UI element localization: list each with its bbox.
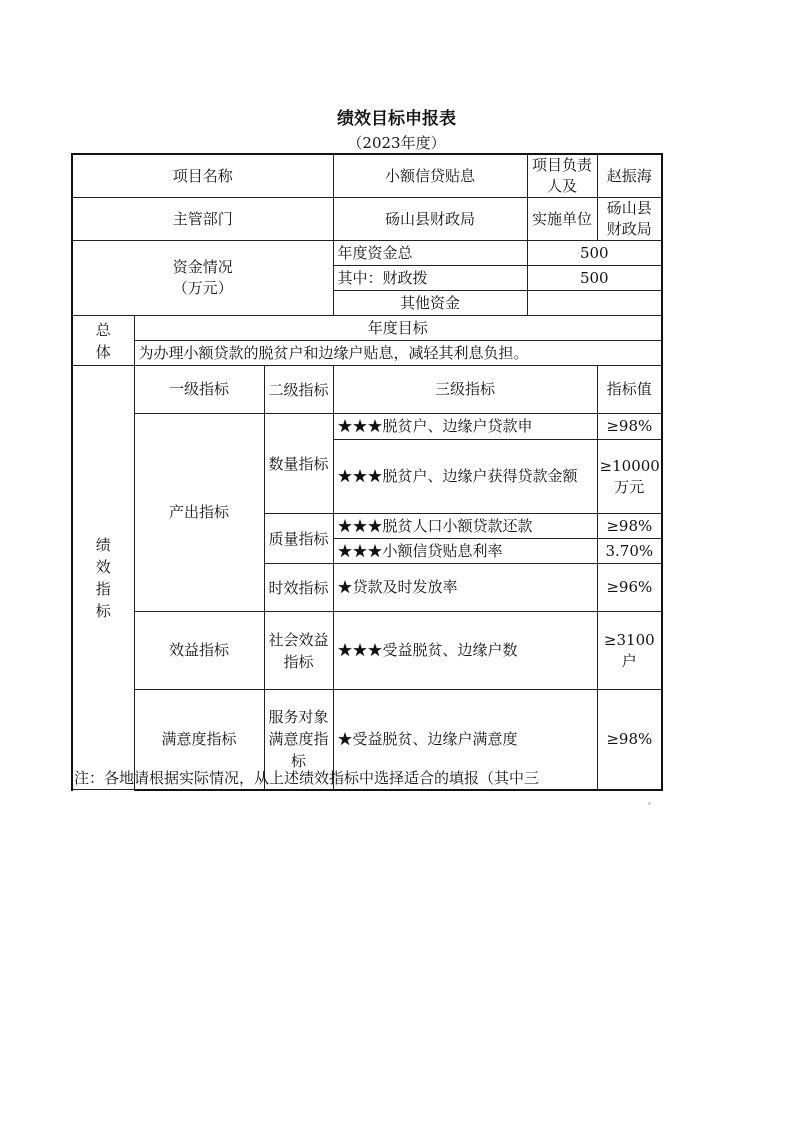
item-loan-amount: ★★★脱贫户、边缘户获得贷款金额 [333,440,597,514]
scan-speck [648,802,651,805]
quantity-indicator: 数量指标 [264,414,333,514]
row-department [72,198,662,241]
item-repayment: ★★★脱贫人口小额贷款还款 [333,514,597,539]
item-repayment-value: ≥98% [597,514,662,539]
row-goal-header [72,316,662,341]
form-title: 绩效目标申报表 [337,109,456,129]
funds-label-text: 资金情况 [172,258,233,276]
row-project-name [72,154,662,198]
col-level1: 一级指标 [134,366,264,414]
funds-other-label: 其他资金 [333,291,527,316]
funds-other-value [527,291,662,316]
item-loan-application: ★★★脱贫户、边缘户贷款申 [333,414,597,440]
item-timely-release: ★贷款及时发放率 [333,564,597,612]
row-goal-text [72,341,662,366]
project-leader-label: 项目负责人及 [527,154,597,198]
goal-label: 总体 [72,316,134,366]
item-satisfaction: ★受益脱贫、边缘户满意度 [333,690,597,790]
funds-total-label: 年度资金总 [333,241,527,266]
funds-unit: （万元） [172,279,233,297]
item-loan-amount-value: ≥10000万元 [597,440,662,514]
performance-goal-table [71,153,663,790]
row-indicator-header [72,366,662,414]
item-beneficiaries: ★★★受益脱贫、边缘户数 [333,612,597,690]
goal-text: 为办理小额贷款的脱贫户和边缘户贴息，减轻其利息负担。 [134,341,662,366]
item-satisfaction-value: ≥98% [597,690,662,790]
row-funds-total [72,241,662,266]
impl-value: 砀山县财政局 [597,198,662,241]
item-interest-rate: ★★★小额信贷贴息利率 [333,539,597,564]
col-level2: 二级指标 [264,366,333,414]
dept-label: 主管部门 [72,198,333,241]
project-name-value: 小额信贷贴息 [333,154,527,198]
funds-fiscal-label: 其中：财政拨 [333,266,527,291]
project-leader-value: 赵振海 [597,154,662,198]
col-level3: 三级指标 [333,366,597,414]
timeliness-indicator: 时效指标 [264,564,333,612]
funds-fiscal-value: 500 [527,266,662,291]
satisfaction-indicator: 满意度指标 [134,690,264,790]
indicator-row [72,612,662,690]
impl-label: 实施单位 [527,198,597,241]
funds-total-value: 500 [527,241,662,266]
service-satisfaction-indicator: 服务对象满意度指标 [264,690,333,790]
project-name-label: 项目名称 [72,154,333,198]
footnote: 注：各地请根据实际情况，从上述绩效指标中选择适合的填报（其中三 [74,769,540,787]
col-value: 指标值 [597,366,662,414]
output-indicator: 产出指标 [134,414,264,612]
social-benefit-indicator: 社会效益指标 [264,612,333,690]
indicator-row [72,414,662,440]
form-year: （2023年度） [347,134,446,152]
dept-value: 砀山县财政局 [333,198,527,241]
item-interest-rate-value: 3.70% [597,539,662,564]
funds-label [72,241,333,316]
goal-header: 年度目标 [134,316,662,341]
performance-label-text: 绩效指标 [95,535,111,620]
item-loan-application-value: ≥98% [597,414,662,440]
quality-indicator: 质量指标 [264,514,333,564]
item-timely-release-value: ≥96% [597,564,662,612]
performance-label [72,366,134,790]
benefit-indicator: 效益指标 [134,612,264,690]
item-beneficiaries-value: ≥3100户 [597,612,662,690]
